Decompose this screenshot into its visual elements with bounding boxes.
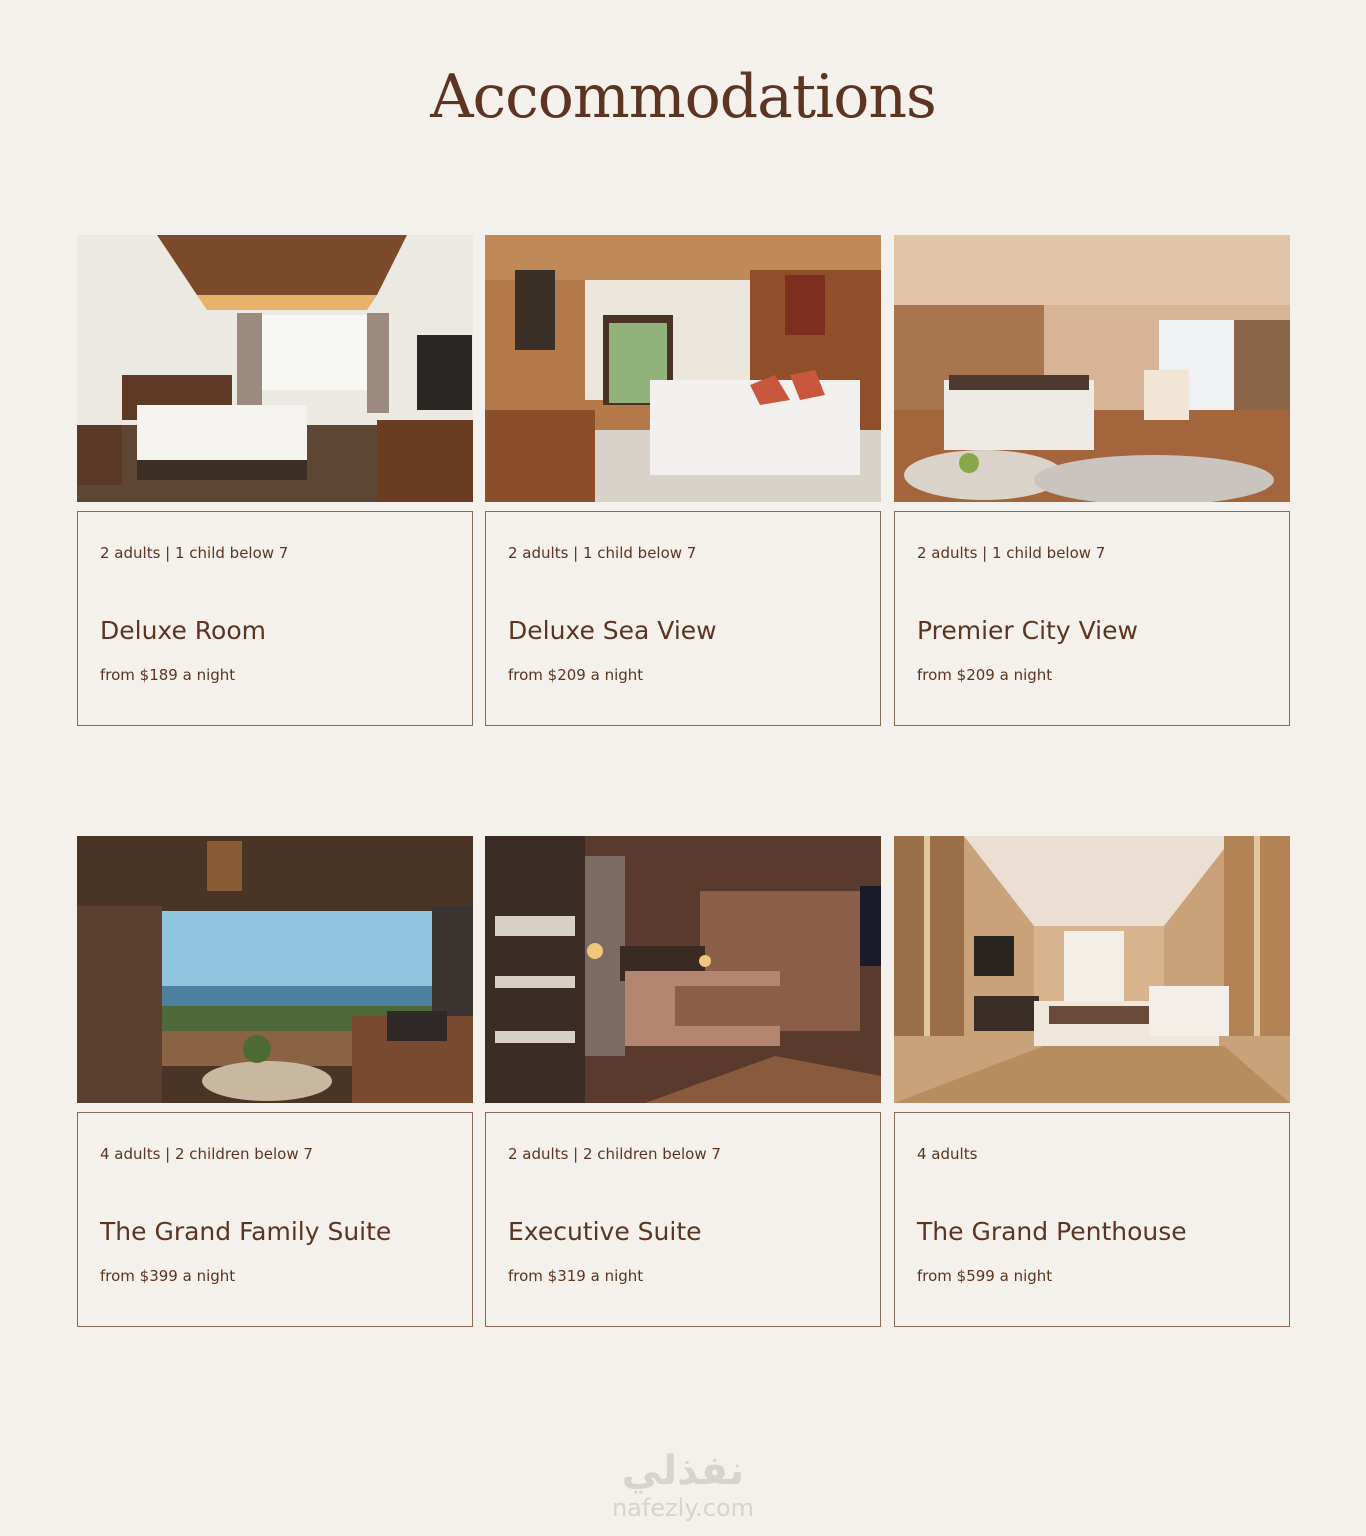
room-price: from $189 a night — [100, 666, 236, 684]
room-guests: 4 adults | 2 children below 7 — [100, 1145, 313, 1163]
room-price: from $319 a night — [508, 1267, 644, 1285]
room-image[interactable] — [485, 235, 881, 502]
room-price: from $599 a night — [917, 1267, 1053, 1285]
room-guests: 4 adults — [917, 1145, 978, 1163]
room-guests: 2 adults | 2 children below 7 — [508, 1145, 721, 1163]
room-info — [485, 1112, 881, 1327]
page-title: Accommodations — [430, 62, 936, 132]
room-image[interactable] — [77, 235, 473, 502]
room-price: from $209 a night — [917, 666, 1053, 684]
room-info — [77, 511, 473, 726]
watermark-latin-text: nafezly.com — [611, 1494, 755, 1522]
room-info — [894, 511, 1290, 726]
penthouse-photo — [894, 836, 1290, 1103]
room-guests: 2 adults | 1 child below 7 — [100, 544, 289, 562]
room-price: from $399 a night — [100, 1267, 236, 1285]
room-name[interactable]: Deluxe Room — [100, 616, 266, 645]
room-guests: 2 adults | 1 child below 7 — [917, 544, 1106, 562]
room-name[interactable]: The Grand Penthouse — [917, 1217, 1187, 1246]
bedroom-photo — [485, 235, 881, 502]
bedroom-photo — [894, 235, 1290, 502]
room-name[interactable]: Premier City View — [917, 616, 1138, 645]
room-info — [894, 1112, 1290, 1327]
room-name[interactable]: Executive Suite — [508, 1217, 702, 1246]
room-image[interactable] — [894, 836, 1290, 1103]
room-info — [77, 1112, 473, 1327]
room-image[interactable] — [77, 836, 473, 1103]
suite-photo — [77, 836, 473, 1103]
room-guests: 2 adults | 1 child below 7 — [508, 544, 697, 562]
watermark — [583, 1448, 783, 1522]
room-price: from $209 a night — [508, 666, 644, 684]
bedroom-photo — [77, 235, 473, 502]
suite-photo — [485, 836, 881, 1103]
room-name[interactable]: The Grand Family Suite — [100, 1217, 392, 1246]
room-info — [485, 511, 881, 726]
room-image[interactable] — [894, 235, 1290, 502]
room-image[interactable] — [485, 836, 881, 1103]
watermark-arabic-text: نفذلي — [621, 1448, 745, 1494]
room-name[interactable]: Deluxe Sea View — [508, 616, 717, 645]
